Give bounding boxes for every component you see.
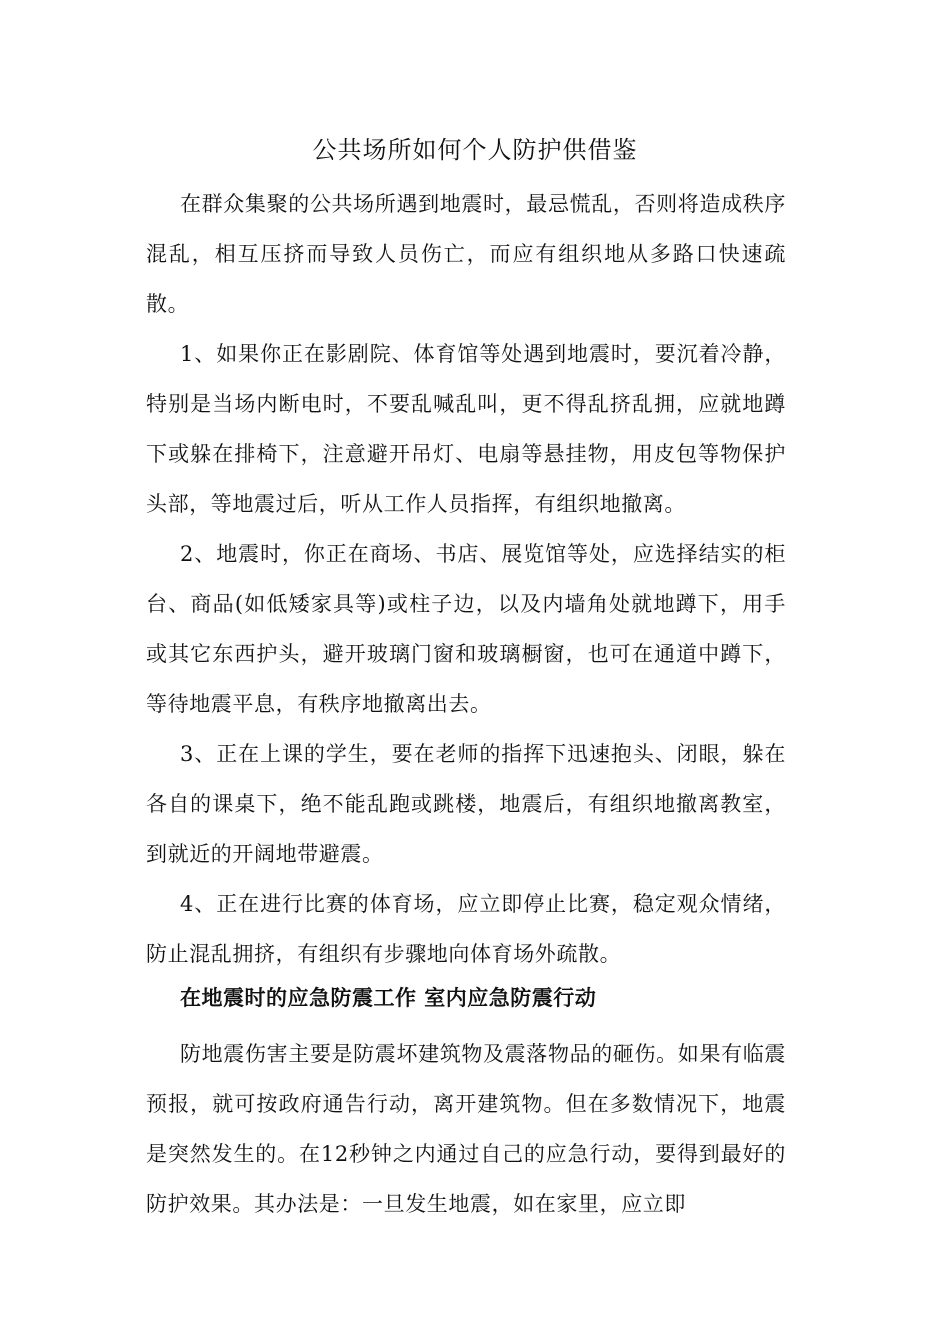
section-heading: 在地震时的应急防震工作 室内应急防震行动 — [180, 986, 597, 1010]
document-title: 公共场所如何个人防护供借鉴 — [312, 136, 638, 164]
section-paragraph: 防地震伤害主要是防震坏建筑物及震落物品的砸伤。如果有临震预报，就可按政府通告行动，离开建筑物。但在多数情况下，地震是突然发生的。在12秒钟之内通过自己的应急行动，要得到最好的防护效果。其办法是：一旦发生地震，如在家里，应立即 — [146, 1042, 786, 1216]
intro-paragraph: 在群众集聚的公共场所遇到地震时，最忌慌乱，否则将造成秩序混乱，相互压挤而导致人员伤亡，而应有组织地从多路口快速疏散。 — [146, 192, 786, 316]
item-4-paragraph: 4、正在进行比赛的体育场，应立即停止比赛，稳定观众情绪，防止混乱拥挤，有组织有步骤地向体育场外疏散。 — [146, 892, 786, 966]
item-2-paragraph: 2、地震时，你正在商场、书店、展览馆等处，应选择结实的柜台、商品(如低矮家具等)或柱子边，以及内墙角处就地蹲下，用手或其它东西护头，避开玻璃门窗和玻璃橱窗，也可在通道中蹲下，等待地震平息，有秩序地撤离出去。 — [146, 542, 786, 716]
item-1-paragraph: 1、如果你正在影剧院、体育馆等处遇到地震时，要沉着冷静，特别是当场内断电时，不要乱喊乱叫，更不得乱挤乱拥，应就地蹲下或躲在排椅下，注意避开吊灯、电扇等悬挂物，用皮包等物保护头部，等地震过后，听从工作人员指挥，有组织地撤离。 — [146, 342, 786, 516]
item-3-paragraph: 3、正在上课的学生，要在老师的指挥下迅速抱头、闭眼，躲在各自的课桌下，绝不能乱跑或跳楼，地震后，有组织地撤离教室，到就近的开阔地带避震。 — [146, 742, 786, 866]
